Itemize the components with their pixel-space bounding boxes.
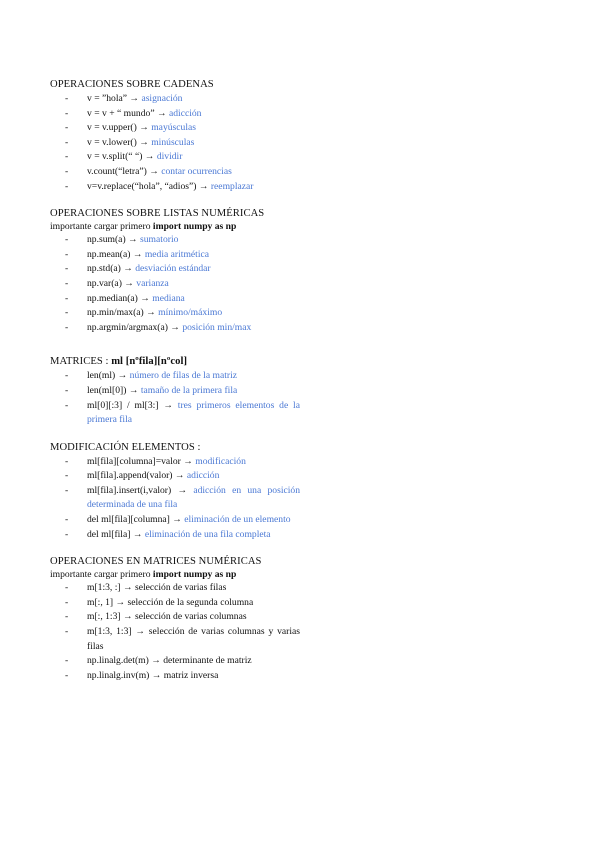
item-description: número de filas de la matriz (129, 370, 237, 382)
item-text: m[1:3, 1:3] → selección de varias columnas y varias filas (87, 626, 300, 652)
note-text: importante cargar primero (50, 569, 151, 581)
bullet-dash: - (65, 277, 69, 289)
bullet-dash: - (65, 151, 69, 163)
bullet-dash: - (65, 528, 69, 540)
heading-code: ml [nºfila][nºcol] (111, 356, 188, 368)
item-description: adicción (168, 107, 202, 119)
list-item (50, 596, 300, 611)
section-heading: OPERACIONES SOBRE LISTAS NUMÉRICAS (50, 208, 265, 220)
item-description: desviación estándar (135, 263, 211, 275)
item-description: contar ocurrencias (161, 165, 232, 177)
item-description: eliminación de un elemento (184, 514, 291, 526)
item-description: mínimo/máximo (158, 307, 223, 319)
item-description: media aritmética (144, 248, 210, 260)
bullet-dash: - (65, 514, 69, 526)
item-text: m[1:3, :] → selección de varias filas (87, 582, 227, 594)
item-code: v.count(“letra”) → (87, 165, 159, 177)
bullet-dash: - (65, 180, 69, 192)
item-list (50, 581, 300, 683)
document-page (50, 78, 300, 696)
item-code: np.std(a) → (87, 263, 133, 275)
heading-text: MATRICES : (50, 356, 109, 368)
section-numeric-matrix-operations (50, 555, 300, 683)
list-item (50, 321, 300, 336)
bullet-dash: - (65, 626, 69, 638)
item-text: m[:, 1:3] → selección de varias columnas (87, 611, 247, 623)
item-code: np.argmin/argmax(a) → (87, 321, 180, 333)
bullet-dash: - (65, 107, 69, 119)
item-code: ml[fila].append(valor) → (87, 470, 185, 482)
list-item (50, 180, 300, 195)
bullet-dash: - (65, 596, 69, 608)
item-description: eliminación de una fila completa (144, 528, 271, 540)
bullet-dash: - (65, 669, 69, 681)
bullet-dash: - (65, 248, 69, 260)
list-item (50, 513, 300, 528)
section-heading: OPERACIONES EN MATRICES NUMÉRICAS (50, 556, 262, 568)
list-item (50, 92, 300, 107)
list-item (50, 165, 300, 180)
list-item (50, 369, 300, 384)
note-text: importante cargar primero (50, 221, 151, 233)
item-list (50, 369, 300, 427)
list-item (50, 654, 300, 669)
bullet-dash: - (65, 234, 69, 246)
bullet-dash: - (65, 655, 69, 667)
list-item (50, 581, 300, 596)
bullet-dash: - (65, 321, 69, 333)
bullet-dash: - (65, 122, 69, 134)
item-list (50, 92, 300, 194)
item-code: ml[fila][columna]=valor → (87, 455, 193, 467)
bullet-dash: - (65, 455, 69, 467)
list-item (50, 384, 300, 399)
item-code: del ml[fila] → (87, 528, 143, 540)
bullet-dash: - (65, 136, 69, 148)
item-code: v = ”hola” → (87, 93, 140, 104)
item-text: np.linalg.det(m) → determinante de matriz (87, 655, 252, 667)
bullet-dash: - (65, 611, 69, 623)
list-item (50, 399, 300, 428)
list-item (50, 262, 300, 277)
item-description: mayúsculas (151, 122, 196, 134)
item-code: del ml[fila][columna] → (87, 514, 182, 526)
item-description: reemplazar (210, 180, 254, 192)
item-list (50, 455, 300, 543)
item-list (50, 233, 300, 335)
section-matrices (50, 355, 300, 427)
list-item (50, 669, 300, 684)
item-description: mediana (152, 292, 185, 304)
item-description: minúsculas (151, 136, 195, 148)
item-text: m[:, 1] → selección de la segunda columna (87, 596, 254, 608)
item-code: np.median(a) → (87, 292, 150, 304)
list-item (50, 610, 300, 625)
bullet-dash: - (65, 307, 69, 319)
list-item (50, 528, 300, 543)
item-description: posición min/max (182, 321, 252, 333)
item-description: tamaño de la primera fila (140, 384, 238, 396)
list-item (50, 306, 300, 321)
section-heading (50, 355, 300, 369)
list-item (50, 136, 300, 151)
item-code: np.var(a) → (87, 277, 134, 289)
item-code: v=v.replace(“hola”, “adios”) → (87, 180, 209, 192)
list-item (50, 121, 300, 136)
import-note (50, 569, 300, 581)
note-code: import numpy as np (152, 569, 237, 581)
bullet-dash: - (65, 165, 69, 177)
bullet-dash: - (65, 93, 69, 104)
bullet-dash: - (65, 292, 69, 304)
list-item (50, 107, 300, 122)
bullet-dash: - (65, 399, 69, 411)
item-code: v = v.split(“ “) → (87, 151, 155, 163)
item-description: tres primeros elementos de la primera fila (87, 399, 300, 426)
list-item (50, 292, 300, 307)
bullet-dash: - (65, 582, 69, 594)
item-code: len(ml) → (87, 370, 128, 382)
item-code: np.mean(a) → (87, 248, 143, 260)
list-item (50, 150, 300, 165)
section-element-modification (50, 441, 300, 543)
item-description: sumatorio (140, 234, 179, 246)
item-description: dividir (156, 151, 183, 163)
item-code: ml[fila].insert(i,valor) → (87, 484, 188, 496)
bullet-dash: - (65, 384, 69, 396)
item-text: np.linalg.inv(m) → matriz inversa (87, 669, 219, 681)
item-description: adicción en una posición determinada de una fila (87, 484, 301, 511)
bullet-dash: - (65, 263, 69, 275)
list-item (50, 469, 300, 484)
item-code: ml[0][:3] / ml[3:] → (87, 399, 173, 411)
bullet-dash: - (65, 484, 69, 496)
note-code: import numpy as np (152, 221, 237, 233)
list-item (50, 455, 300, 470)
bullet-dash: - (65, 370, 69, 382)
list-item (50, 625, 300, 654)
bullet-dash: - (65, 470, 69, 482)
item-description: varianza (136, 277, 169, 289)
list-item (50, 248, 300, 263)
import-note (50, 221, 300, 233)
item-code: np.sum(a) → (87, 234, 138, 246)
item-description: adicción (186, 470, 220, 482)
section-heading: OPERACIONES SOBRE CADENAS (50, 79, 214, 90)
list-item (50, 233, 300, 248)
list-item (50, 484, 300, 513)
item-code: len(ml[0]) → (87, 384, 139, 396)
item-description: modificación (195, 455, 246, 467)
item-code: v = v.lower() → (87, 136, 149, 148)
item-description: asignación (141, 93, 183, 104)
list-item (50, 277, 300, 292)
section-numeric-list-operations (50, 207, 300, 335)
item-code: np.min/max(a) → (87, 307, 156, 319)
section-heading: MODIFICACIÓN ELEMENTOS : (50, 441, 201, 453)
item-code: v = v.upper() → (87, 122, 149, 134)
item-code: v = v + “ mundo” → (87, 107, 167, 119)
section-string-operations (50, 78, 300, 194)
